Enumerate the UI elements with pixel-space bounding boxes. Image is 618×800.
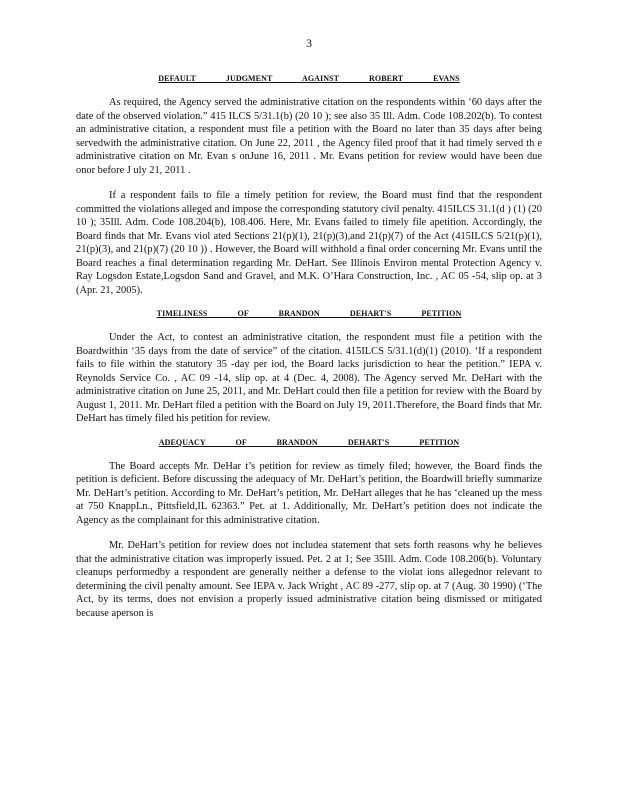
- paragraph: If a respondent fails to file a timely petition for review, the Board must find that the respondent committed the violations alleged and impose the corresponding statutory civil penalty. 415ILCS 31.1(d ) (1) (20 10 ); 35Ill. Adm. Code 108.204(b), 108.406. Here, Mr. Evans failed to timely file apetition. Accordingly, the Board finds that Mr. Evans viol ated Sections 21(p)(1), 21(p)(3),and 21(p)(7) of the Act (415ILCS 5/21(p)(1), 21(p)(3), and 21(p)(7) (20 10 )) . However, the Board will withhold a final order concerning Mr. Evans until the Board reaches a final determination regarding Mr. DeHart. See Illinois Environ mental Protection Agency v. Ray Logsdon Estate,Logsdon Sand and Gravel, and M.K. O’Hara Construction, Inc. , AC 05 -54, slip op. at 3 (Apr. 21, 2005).: [76, 190, 542, 296]
- paragraph: Mr. DeHart’s petition for review does not includea statement that sets forth reasons why he believes that the administrative citation was improperly issued. Pet. 2 at 1; See 35Ill. Adm. Code 108.206(b). Voluntary cleanups performedby a respondent are generally neither a defense to the violat ions allegednor relevant to determining the civil penalty amount. See IEPA v. Jack Wright , AC 89 -277, slip op. at 7 (Aug. 30 1990) (‘The Act, by its terms, does not envision a properly issued administrative citation being dismissed or mitigated because aperson is: [76, 540, 542, 619]
- section-heading-timeliness: TIMELINESS OF BRANDON DEHART'S PETITION: [156, 309, 462, 318]
- paragraph: As required, the Agency served the administrative citation on the respondents within ‘60 days after the date of the observed violation.” 415 ILCS 5/31.1(b) (20 10 ); see also 35 Ill. Adm. Code 108.202(b). To contest an administrative citation, a respondent must file a petition with the Board no later than 35 days after being servedwith the administrative citation. On June 22, 2011 , the Agency filed proof that it had timely served th e administrative citation on Mr. Evan s onJune 16, 2011 . Mr. Evans petition for review would have been due onor before J uly 21, 2011 .: [76, 97, 542, 176]
- document-body: [76, 64, 542, 632]
- section-heading-adequacy: ADEQUACY OF BRANDON DEHART'S PETITION: [158, 437, 460, 447]
- paragraph: The Board accepts Mr. DeHar t’s petition for review as timely filed; however, the Board finds the petition is deficient. Before discussing the adequacy of Mr. DeHart’s petition, the Boardwill briefly summarize Mr. DeHart’s petition. According to Mr. DeHart’s petition, Mr. DeHart alleges that he has ‘cleaned up the mess at 750 KnappLn., Pittsfield,IL 62363.” Pet. at 1. Additionally, Mr. DeHart’s petition does not indicate the Agency as the complainant for this administrative citation.: [76, 460, 542, 526]
- section-heading-default-judgment: DEFAULT JUDGMENT AGAINST ROBERT EVANS: [158, 74, 460, 83]
- page-number: 3: [306, 36, 312, 50]
- paragraph: Under the Act, to contest an administrative citation, the respondent must file a petition with the Boardwithin ‘35 days from the date of service” of the citation. 415ILCS 5/31.1(d)(1) (2010). ‘If a respondent fails to file within the statutory 35 -day per iod, the Board lacks jurisdiction to hear the petition.” IEPA v. Reynolds Service Co. , AC 09 -14, slip op. at 4 (Dec. 4, 2008). The Agency served Mr. DeHart with the administrative citation on June 25, 2011, and Mr. DeHart could then file a petition for review with the Board by August 1, 2011. Mr. DeHart filed a petition with the Board on July 19, 2011.Therefore, the Board finds that Mr. DeHart has timely filed his petition for review.: [76, 332, 542, 424]
